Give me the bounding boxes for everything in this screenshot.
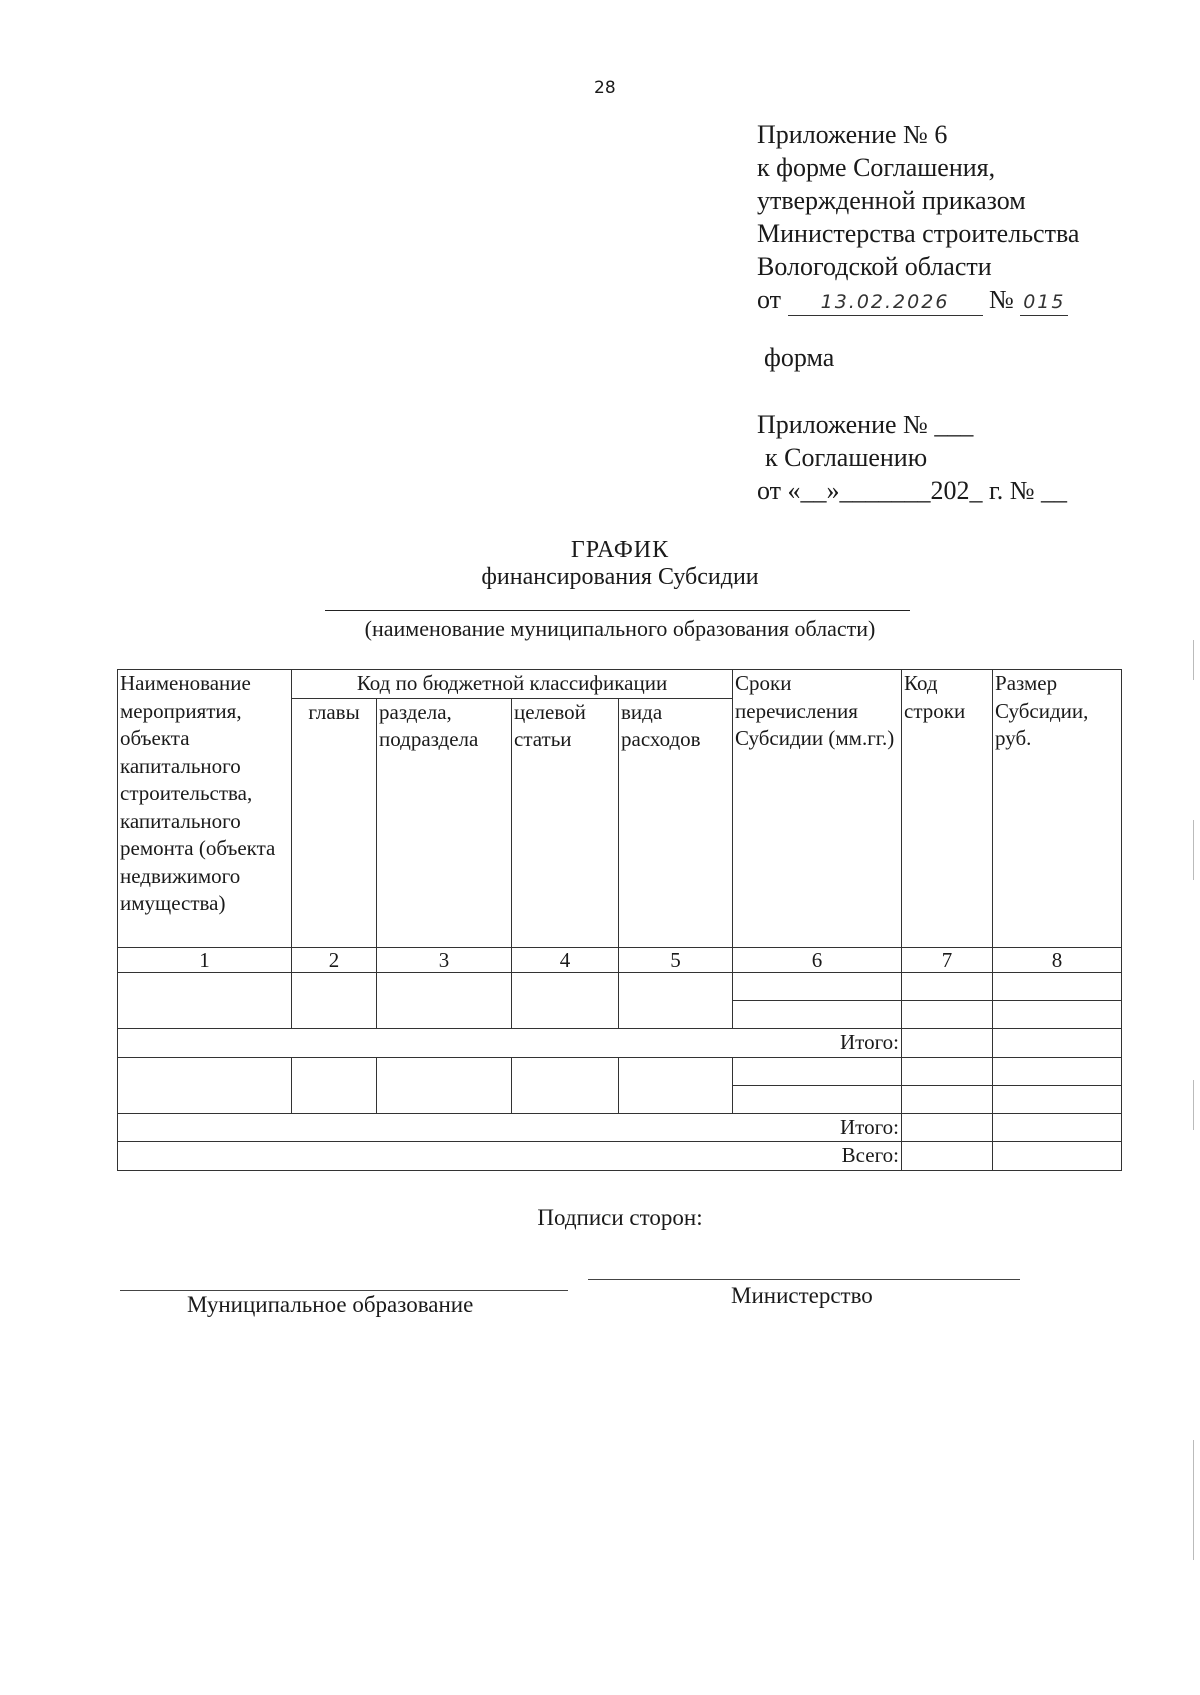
column-number: 6 <box>733 948 902 973</box>
scan-margin-mark <box>1193 640 1194 680</box>
table-cell[interactable] <box>118 1057 292 1113</box>
document-subtitle: финансирования Субсидии <box>481 564 759 590</box>
table-cell[interactable] <box>993 1057 1122 1085</box>
table-cell[interactable] <box>292 973 377 1029</box>
table-cell[interactable] <box>377 1057 512 1113</box>
subtotal-label: Итого: <box>118 1113 902 1142</box>
table-cell[interactable] <box>902 973 993 1001</box>
municipality-caption: (наименование муниципального образования области) <box>364 616 876 641</box>
forma-label: форма <box>764 343 835 372</box>
table-cell[interactable] <box>292 1057 377 1113</box>
header-transfer-terms: Сроки перечисления Субсидии (мм.гг.) <box>733 670 902 948</box>
appendix-line: утвержденной приказом <box>757 186 1026 215</box>
agreement-line: Приложение № ___ <box>757 410 974 439</box>
table-cell[interactable] <box>733 1001 902 1029</box>
document-title: ГРАФИК <box>570 537 670 563</box>
table-cell[interactable] <box>902 1001 993 1029</box>
table-row <box>118 973 1122 1001</box>
column-number: 5 <box>619 948 733 973</box>
table-cell[interactable] <box>902 1057 993 1085</box>
date-prefix: от <box>757 285 782 314</box>
handwritten-number: 015 <box>1020 289 1068 316</box>
column-numbers-row <box>118 948 1122 973</box>
appendix-line: к форме Соглашения, <box>757 153 996 182</box>
column-number: 8 <box>993 948 1122 973</box>
table-cell[interactable] <box>733 1085 902 1113</box>
header-chapter: главы <box>292 698 377 948</box>
signature-line-municipality <box>120 1290 568 1291</box>
agreement-line: к Соглашению <box>765 443 928 472</box>
financing-schedule-table <box>117 669 1122 1171</box>
table-cell[interactable] <box>619 1057 733 1113</box>
municipality-name-line <box>325 610 910 611</box>
header-subsidy-amount: Размер Субсидии, руб. <box>993 670 1122 948</box>
table-cell[interactable] <box>377 973 512 1029</box>
table-row <box>118 1057 1122 1085</box>
header-row-code: Код строки <box>902 670 993 948</box>
table-cell[interactable] <box>993 1142 1122 1171</box>
column-number: 7 <box>902 948 993 973</box>
scan-margin-mark <box>1193 1080 1194 1130</box>
grand-total-row <box>118 1142 1122 1171</box>
table-cell[interactable] <box>733 973 902 1001</box>
page-number: 28 <box>594 78 616 98</box>
handwritten-date: 13.02.2026 <box>788 289 983 316</box>
appendix-line: Министерства строительства <box>757 219 1080 248</box>
column-number: 3 <box>377 948 512 973</box>
table-cell[interactable] <box>993 1113 1122 1142</box>
signature-line-ministry <box>588 1279 1020 1280</box>
table-cell[interactable] <box>512 1057 619 1113</box>
signatures-title: Подписи сторон: <box>537 1205 703 1230</box>
number-prefix: № <box>989 285 1014 314</box>
signature-label-municipality: Муниципальное образование <box>187 1292 474 1317</box>
appendix-header <box>757 118 1079 316</box>
header-row <box>118 670 1122 699</box>
table-cell[interactable] <box>902 1142 993 1171</box>
table-cell[interactable] <box>118 973 292 1029</box>
subtotal-row <box>118 1113 1122 1142</box>
appendix-date-line <box>757 283 1079 316</box>
subtotal-label: Итого: <box>118 1029 902 1058</box>
table-cell[interactable] <box>993 1001 1122 1029</box>
table-cell[interactable] <box>902 1029 993 1058</box>
column-number: 2 <box>292 948 377 973</box>
agreement-header <box>757 408 1067 507</box>
signature-label-ministry: Министерство <box>731 1283 873 1308</box>
appendix-line: Приложение № 6 <box>757 120 948 149</box>
column-number: 1 <box>118 948 292 973</box>
header-section: раздела, подраздела <box>377 698 512 948</box>
scan-margin-mark <box>1193 820 1194 880</box>
header-activity-name: Наименование мероприятия, объекта капитального строительства, капитального ремонта (объекта недвижимого имущества) <box>118 670 292 948</box>
table-cell[interactable] <box>993 1029 1122 1058</box>
grand-total-label: Всего: <box>118 1142 902 1171</box>
table-cell[interactable] <box>733 1057 902 1085</box>
table-cell[interactable] <box>902 1085 993 1113</box>
column-number: 4 <box>512 948 619 973</box>
table-cell[interactable] <box>993 973 1122 1001</box>
header-target-article: целевой статьи <box>512 698 619 948</box>
subtotal-row <box>118 1029 1122 1058</box>
table-cell[interactable] <box>902 1113 993 1142</box>
header-expense-type: вида расходов <box>619 698 733 948</box>
table-cell[interactable] <box>619 973 733 1029</box>
agreement-line: от «__»_______202_ г. № __ <box>757 476 1068 505</box>
table-cell[interactable] <box>512 973 619 1029</box>
scan-margin-mark <box>1193 1440 1194 1560</box>
table-cell[interactable] <box>993 1085 1122 1113</box>
appendix-line: Вологодской области <box>757 252 992 281</box>
header-budget-classification: Код по бюджетной классификации <box>292 670 733 699</box>
